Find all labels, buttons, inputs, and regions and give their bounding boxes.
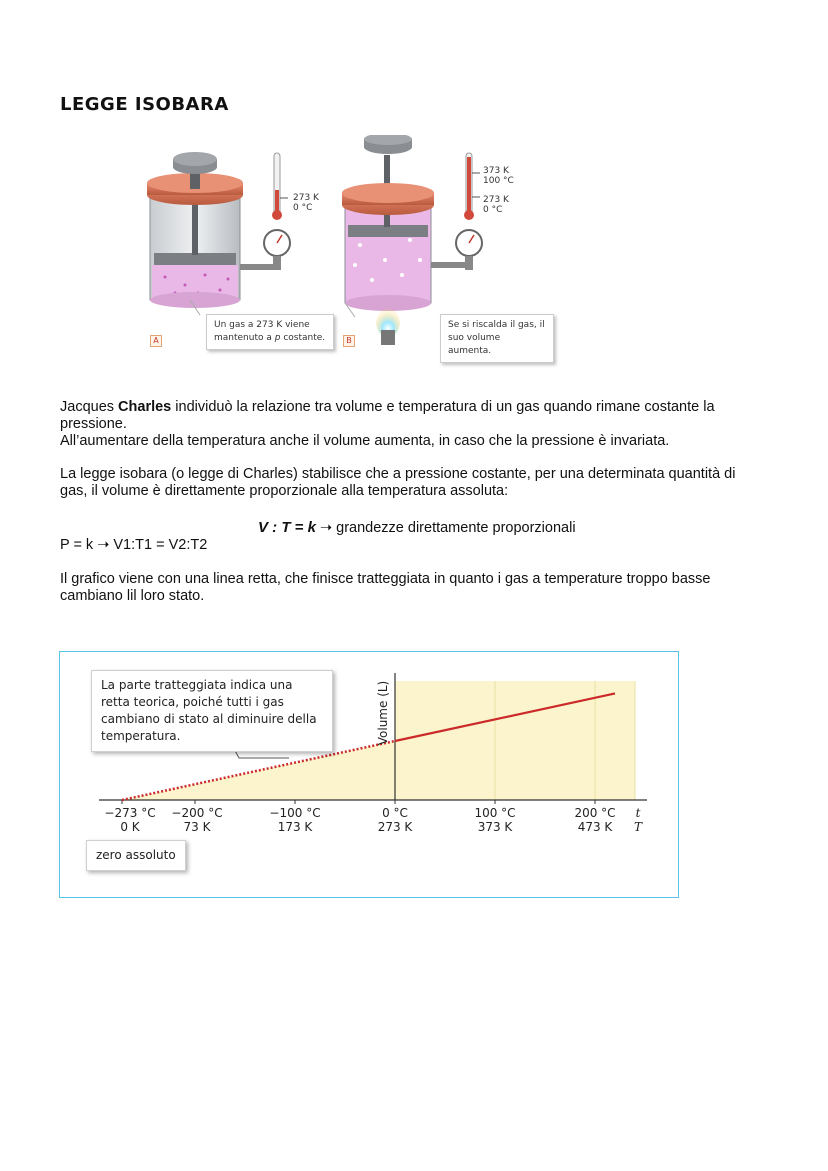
thermo-a-label: 273 K 0 °C <box>293 193 319 213</box>
thermo-b-label-hot: 373 K 100 °C <box>483 166 514 186</box>
cylinder-a <box>147 152 243 308</box>
paragraph-charles: Jacques Charles individuò la relazione tra volume e temperatura di un gas quando rimane costante la pressione. <box>60 399 715 432</box>
x-tick-label-kelvin: 273 K <box>377 820 413 834</box>
caption-b: Se si riscalda il gas, il suo volume aumenta. <box>440 314 554 363</box>
x-tick-label-kelvin: 73 K <box>183 820 211 834</box>
x-tick-label-kelvin: 473 K <box>577 820 613 834</box>
panel-a-tag: A <box>150 335 162 347</box>
paragraph-graph: Il grafico viene con una linea retta, che finisce tratteggiata in quanto i gas a temperature troppo basse cambiano lil loro stato. <box>60 571 711 604</box>
x-tick-label-celsius: 200 °C <box>574 806 616 820</box>
x-tick-label-kelvin: 0 K <box>120 820 140 834</box>
x-tick-label-celsius: −200 °C <box>171 806 223 820</box>
x-tick-label-kelvin: 373 K <box>477 820 513 834</box>
x-tick-label-celsius: 100 °C <box>474 806 516 820</box>
panel-b-tag: B <box>343 335 355 347</box>
x-axis-label-T: T <box>633 820 643 834</box>
formula-vt: V : T = k ➝ grandezze direttamente proporzionali <box>258 519 576 536</box>
cylinder-b <box>342 135 434 345</box>
zero-absolute-label: zero assoluto <box>86 840 186 871</box>
x-tick-label-celsius: 0 °C <box>382 806 408 820</box>
paragraph-increase: All’aumentare della temperatura anche il volume aumenta, in caso che la pressione è invariata. <box>60 433 670 449</box>
x-tick-label-kelvin: 173 K <box>277 820 313 834</box>
paragraph-law: La legge isobara (o legge di Charles) stabilisce che a pressione costante, per una determinata quantità di gas, il volume è direttamente proporzionale alla temperatura assoluta: <box>60 466 736 499</box>
thermo-b-label-cold: 273 K 0 °C <box>483 195 509 215</box>
solid-region-fill <box>395 681 635 800</box>
x-axis-label-t: t <box>635 806 641 820</box>
caption-a: Un gas a 273 K viene mantenuto a p costante. <box>206 314 334 350</box>
y-axis-label: Volume (L) <box>376 680 390 746</box>
x-tick-label-celsius: −100 °C <box>269 806 321 820</box>
x-tick-label-celsius: −273 °C <box>104 806 156 820</box>
page-title: LEGGE ISOBARA <box>60 94 229 115</box>
formula-pk: P = k ➝ V1:T1 = V2:T2 <box>60 537 208 553</box>
chart-note: La parte tratteggiata indica una retta teorica, poiché tutti i gas cambiano di stato al diminuire della temperatura. <box>91 670 333 752</box>
